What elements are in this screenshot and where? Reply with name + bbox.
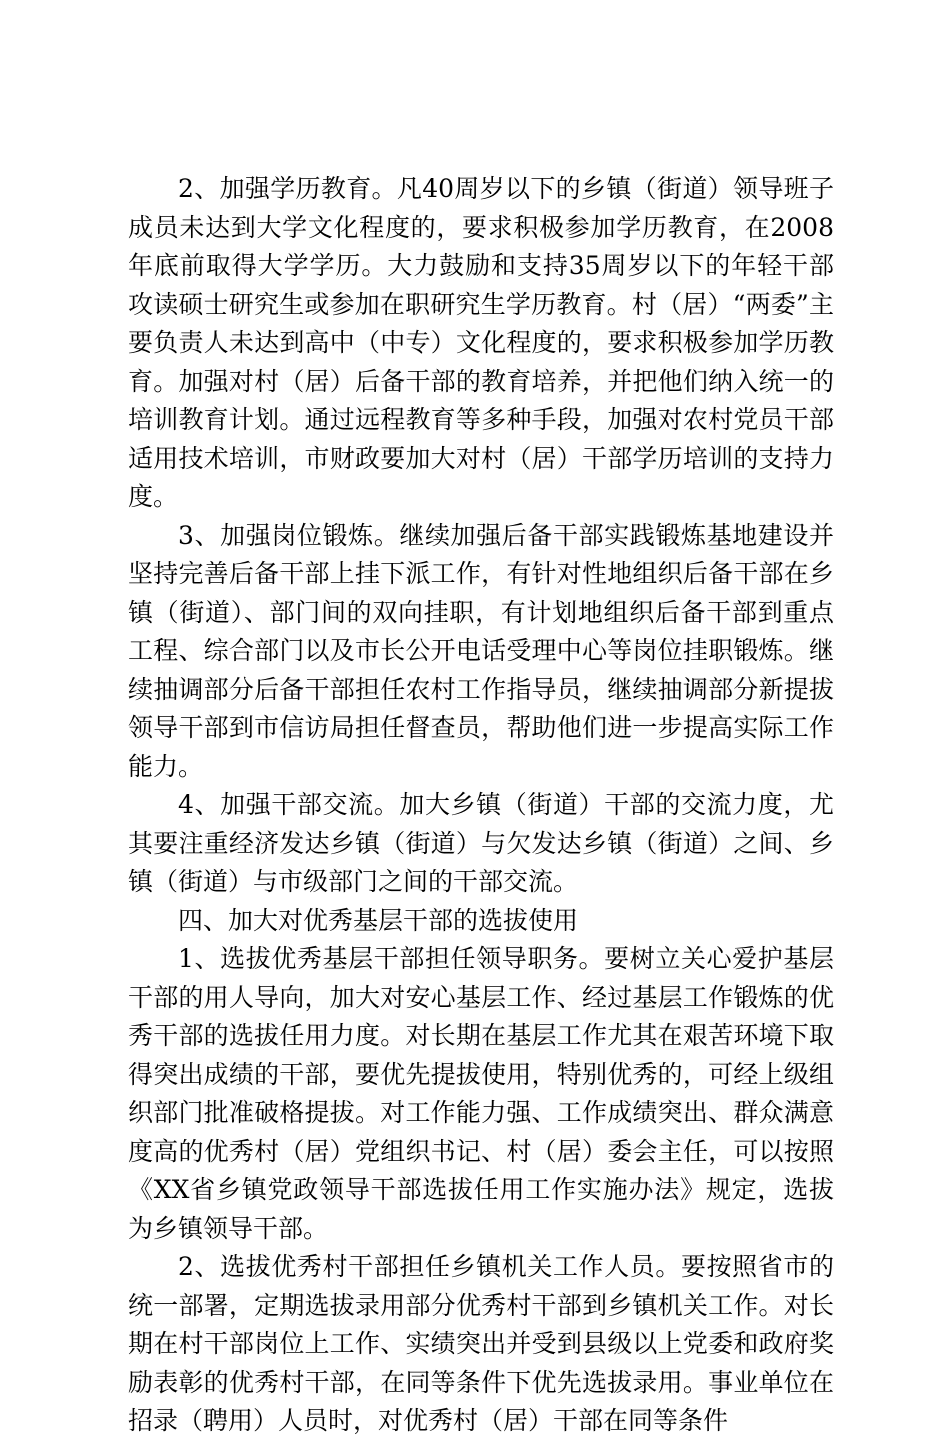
paragraph-select-leaders: 1、选拔优秀基层干部担任领导职务。要树立关心爱护基层干部的用人导向，加大对安心基层工作、经过基层工作锻炼的优秀干部的选拔任用力度。对长期在基层工作尤其在艰苦环境下取得突出成绩的干部，要优先提拔使用，特别优秀的，可经上级组织部门批准破格提拔。对工作能力强、工作成绩突出、群众满意度高的优秀村（居）党组织书记、村（居）委会主任，可以按照《XX省乡镇党政领导干部选拔任用工作实施办法》规定，选拔为乡镇领导干部。 — [128, 944, 834, 1243]
paragraph-job-training: 3、加强岗位锻炼。继续加强后备干部实践锻炼基地建设并坚持完善后备干部上挂下派工作，有针对性地组织后备干部在乡镇（街道）、部门间的双向挂职，有计划地组织后备干部到重点工程、综合部门以及市长公开电话受理中心等岗位挂职锻炼。继续抽调部分后备干部担任农村工作指导员，继续抽调部分新提拔领导干部到市信访局担任督查员，帮助他们进一步提高实际工作能力。 — [128, 520, 834, 781]
document-body — [128, 170, 834, 1441]
section-heading: 四、加大对优秀基层干部的选拔使用 — [178, 905, 579, 935]
paragraph-select-village-cadres: 2、选拔优秀村干部担任乡镇机关工作人员。要按照省市的统一部署，定期选拔录用部分优秀村干部到乡镇机关工作。对长期在村干部岗位上工作、实绩突出并受到县级以上党委和政府奖励表彰的优秀村干部，在同等条件下优先选拔录用。事业单位在招录（聘用）人员时，对优秀村（居）干部在同等条件 — [128, 1252, 834, 1435]
paragraph-academic-education: 2、加强学历教育。凡40周岁以下的乡镇（街道）领导班子成员未达到大学文化程度的，要求积极参加学历教育，在2008年底前取得大学学历。大力鼓励和支持35周岁以下的年轻干部攻读硕士研究生或参加在职研究生学历教育。村（居）“两委”主要负责人未达到高中（中专）文化程度的，要求积极参加学历教育。加强对村（居）后备干部的教育培养，并把他们纳入统一的培训教育计划。通过远程教育等多种手段，加强对农村党员干部适用技术培训，市财政要加大对村（居）干部学历培训的支持力度。 — [128, 174, 834, 511]
paragraph-cadre-exchange: 4、加强干部交流。加大乡镇（街道）干部的交流力度，尤其要注重经济发达乡镇（街道）与欠发达乡镇（街道）之间、乡镇（街道）与市级部门之间的干部交流。 — [128, 790, 834, 896]
